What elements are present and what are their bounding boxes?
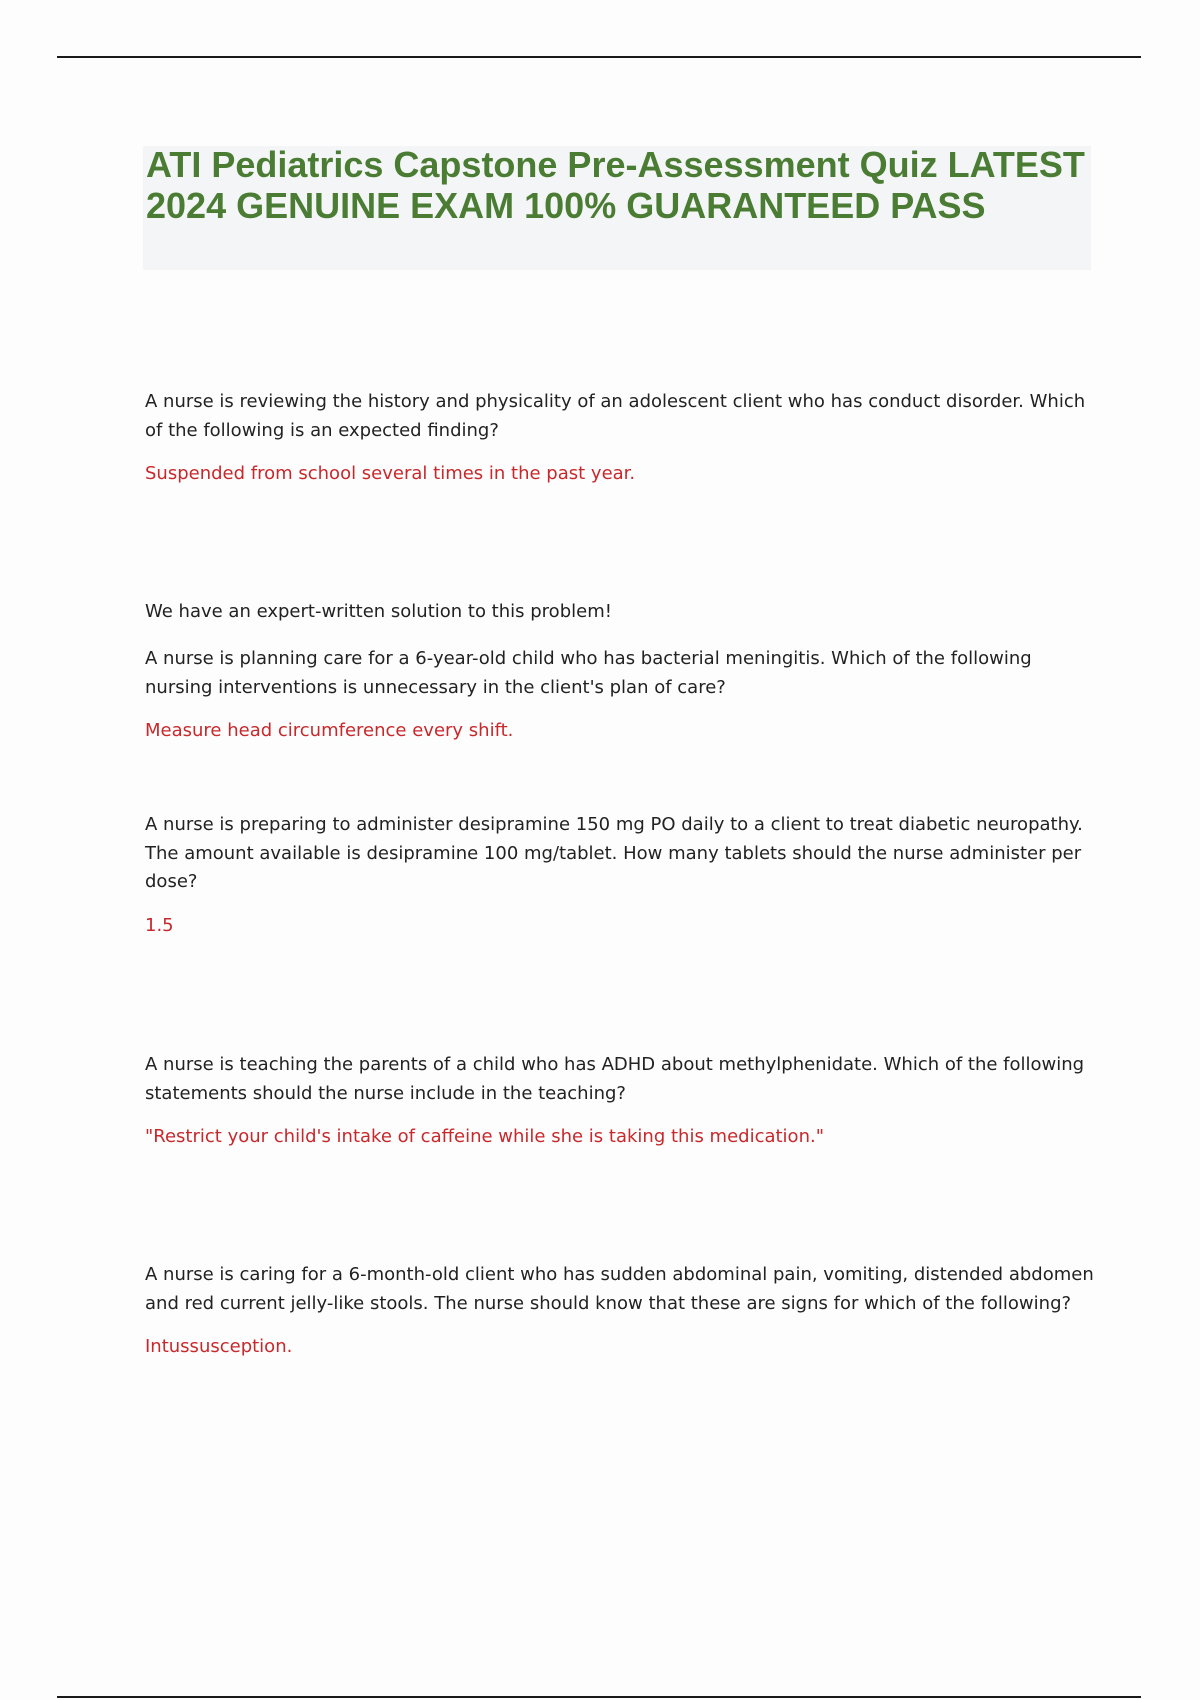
footer-rule (57, 1696, 1141, 1698)
question-3: A nurse is preparing to administer desipramine 150 mg PO daily to a client to treat diabetic neuropathy. The amount available is desipramine 100 mg/tablet. How many tablets should the nurse administer per dose? (145, 814, 1083, 892)
answer-5: Intussusception. (145, 1336, 293, 1357)
answer-2: Measure head circumference every shift. (145, 720, 514, 741)
qa-item-2 (145, 645, 1095, 745)
answer-3: 1.5 (145, 914, 174, 936)
qa-item-3 (145, 811, 1095, 940)
document-title: ATI Pediatrics Capstone Pre-Assessment Quiz LATEST 2024 GENUINE EXAM 100% GUARANTEED PASS (146, 144, 1085, 226)
question-4: A nurse is teaching the parents of a child who has ADHD about methylphenidate. Which of the following statements should the nurse include in the teaching? (145, 1054, 1085, 1104)
question-2: A nurse is planning care for a 6-year-old child who has bacterial meningitis. Which of the following nursing interventions is unnecessary in the client's plan of care? (145, 648, 1032, 698)
solution-note: We have an expert-written solution to this problem! (145, 601, 612, 622)
question-1: A nurse is reviewing the history and physicality of an adolescent client who has conduct disorder. Which of the following is an expected finding? (145, 391, 1086, 441)
qa-item-5 (145, 1261, 1095, 1361)
qa-item-1 (145, 388, 1095, 488)
question-5: A nurse is caring for a 6-month-old client who has sudden abdominal pain, vomiting, distended abdomen and red current jelly-like stools. The nurse should know that these are signs for which of the following? (145, 1264, 1094, 1314)
answer-4: "Restrict your child's intake of caffeine while she is taking this medication." (145, 1126, 824, 1147)
answer-1: Suspended from school several times in the past year. (145, 463, 636, 484)
qa-item-4 (145, 1051, 1095, 1151)
header-rule (57, 56, 1141, 58)
